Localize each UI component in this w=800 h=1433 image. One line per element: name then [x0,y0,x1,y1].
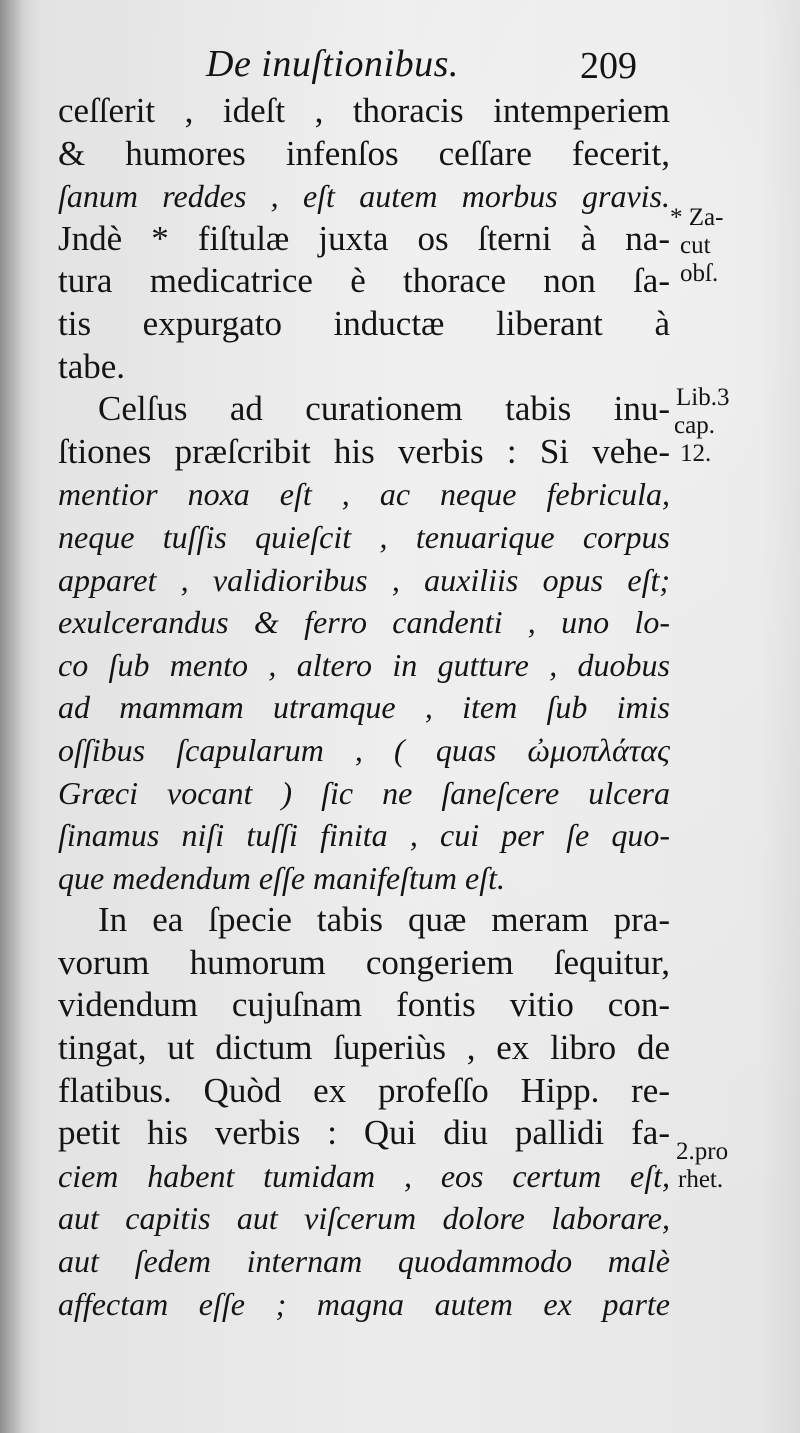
marginal-note-zacut [670,204,798,288]
marginal-note-lib3 [670,384,798,468]
text-line: petit his verbis : Qui diu pallidi fa- [58,1113,670,1153]
marginal-note-line: * Za- [670,204,724,231]
main-text-block [58,90,670,1325]
text-line: ſanum reddes , eſt autem morbus gravis. [58,178,670,215]
marginal-note-line: rhet. [678,1166,724,1193]
text-line: tingat, ut dictum ſuperiùs , ex libro de [58,1028,670,1068]
text-line: aut ſedem internam quodammodo malè [58,1243,670,1280]
text-line: affectam eſſe ; magna autem ex parte [58,1285,670,1322]
text-line: aut capitis aut viſcerum dolore laborare, [58,1200,670,1237]
text-line: neque tuſſis quieſcit , tenuarique corpus [58,518,670,555]
text-line: videndum cujuſnam fontis vitio con- [58,985,670,1025]
text-line: In ea ſpecie tabis quæ meram pra- [98,900,670,940]
text-line: Græci vocant ) ſic ne ſaneſcere ulcera [58,774,670,811]
marginal-note-line: obſ. [680,260,719,287]
text-line: ſinamus niſi tuſſi finita , cui per ſe quo- [58,817,670,854]
marginal-note-line: Lib.3 [676,384,730,411]
text-line: tura medicatrice è thorace non ſa- [58,261,670,301]
marginal-note-line: 12. [680,440,712,467]
text-line: oſſibus ſcapularum , ( quas ὠμοπλάτας [58,731,670,768]
text-line: vorum humorum congeriem ſequitur, [58,942,670,982]
page-gutter-shadow [0,0,22,1433]
text-line: apparet , validioribus , auxiliis opus eſt; [58,561,670,598]
text-line: & humores infenſos ceſſare fecerit, [58,133,670,173]
text-line: exulcerandus & ferro candenti , uno lo- [58,604,670,641]
text-line: Jndè * fiſtulæ juxta os ſterni à na- [58,218,670,258]
text-line: mentior noxa eſt , ac neque febricula, [58,476,670,513]
text-line: tabe. [58,346,126,386]
text-line: flatibus. Quòd ex profeſſo Hipp. re- [58,1070,670,1110]
running-head: De inuſtionibus. [206,43,459,85]
text-line: ad mammam utramque , item ſub imis [58,689,670,726]
page-number: 209 [580,45,637,87]
text-line: ſtiones præſcribit his verbis : Si vehe- [58,431,670,471]
marginal-note-line: cap. [674,412,715,439]
text-line: tis expurgato inductæ liberant à [58,303,670,343]
text-line: Celſus ad curationem tabis inu- [98,389,670,429]
marginal-note-rhet [670,1138,798,1194]
text-line: ceſſerit , ideſt , thoracis intemperiem [58,91,670,130]
text-line: co ſub mento , altero in gutture , duobus [58,646,670,683]
marginal-note-line: cut [680,232,711,259]
text-line: ciem habent tumidam , eos certum eſt, [58,1157,670,1194]
marginal-note-line: 2.pro [676,1138,729,1165]
text-line: que medendum eſſe manifeſtum eſt. [58,859,505,896]
